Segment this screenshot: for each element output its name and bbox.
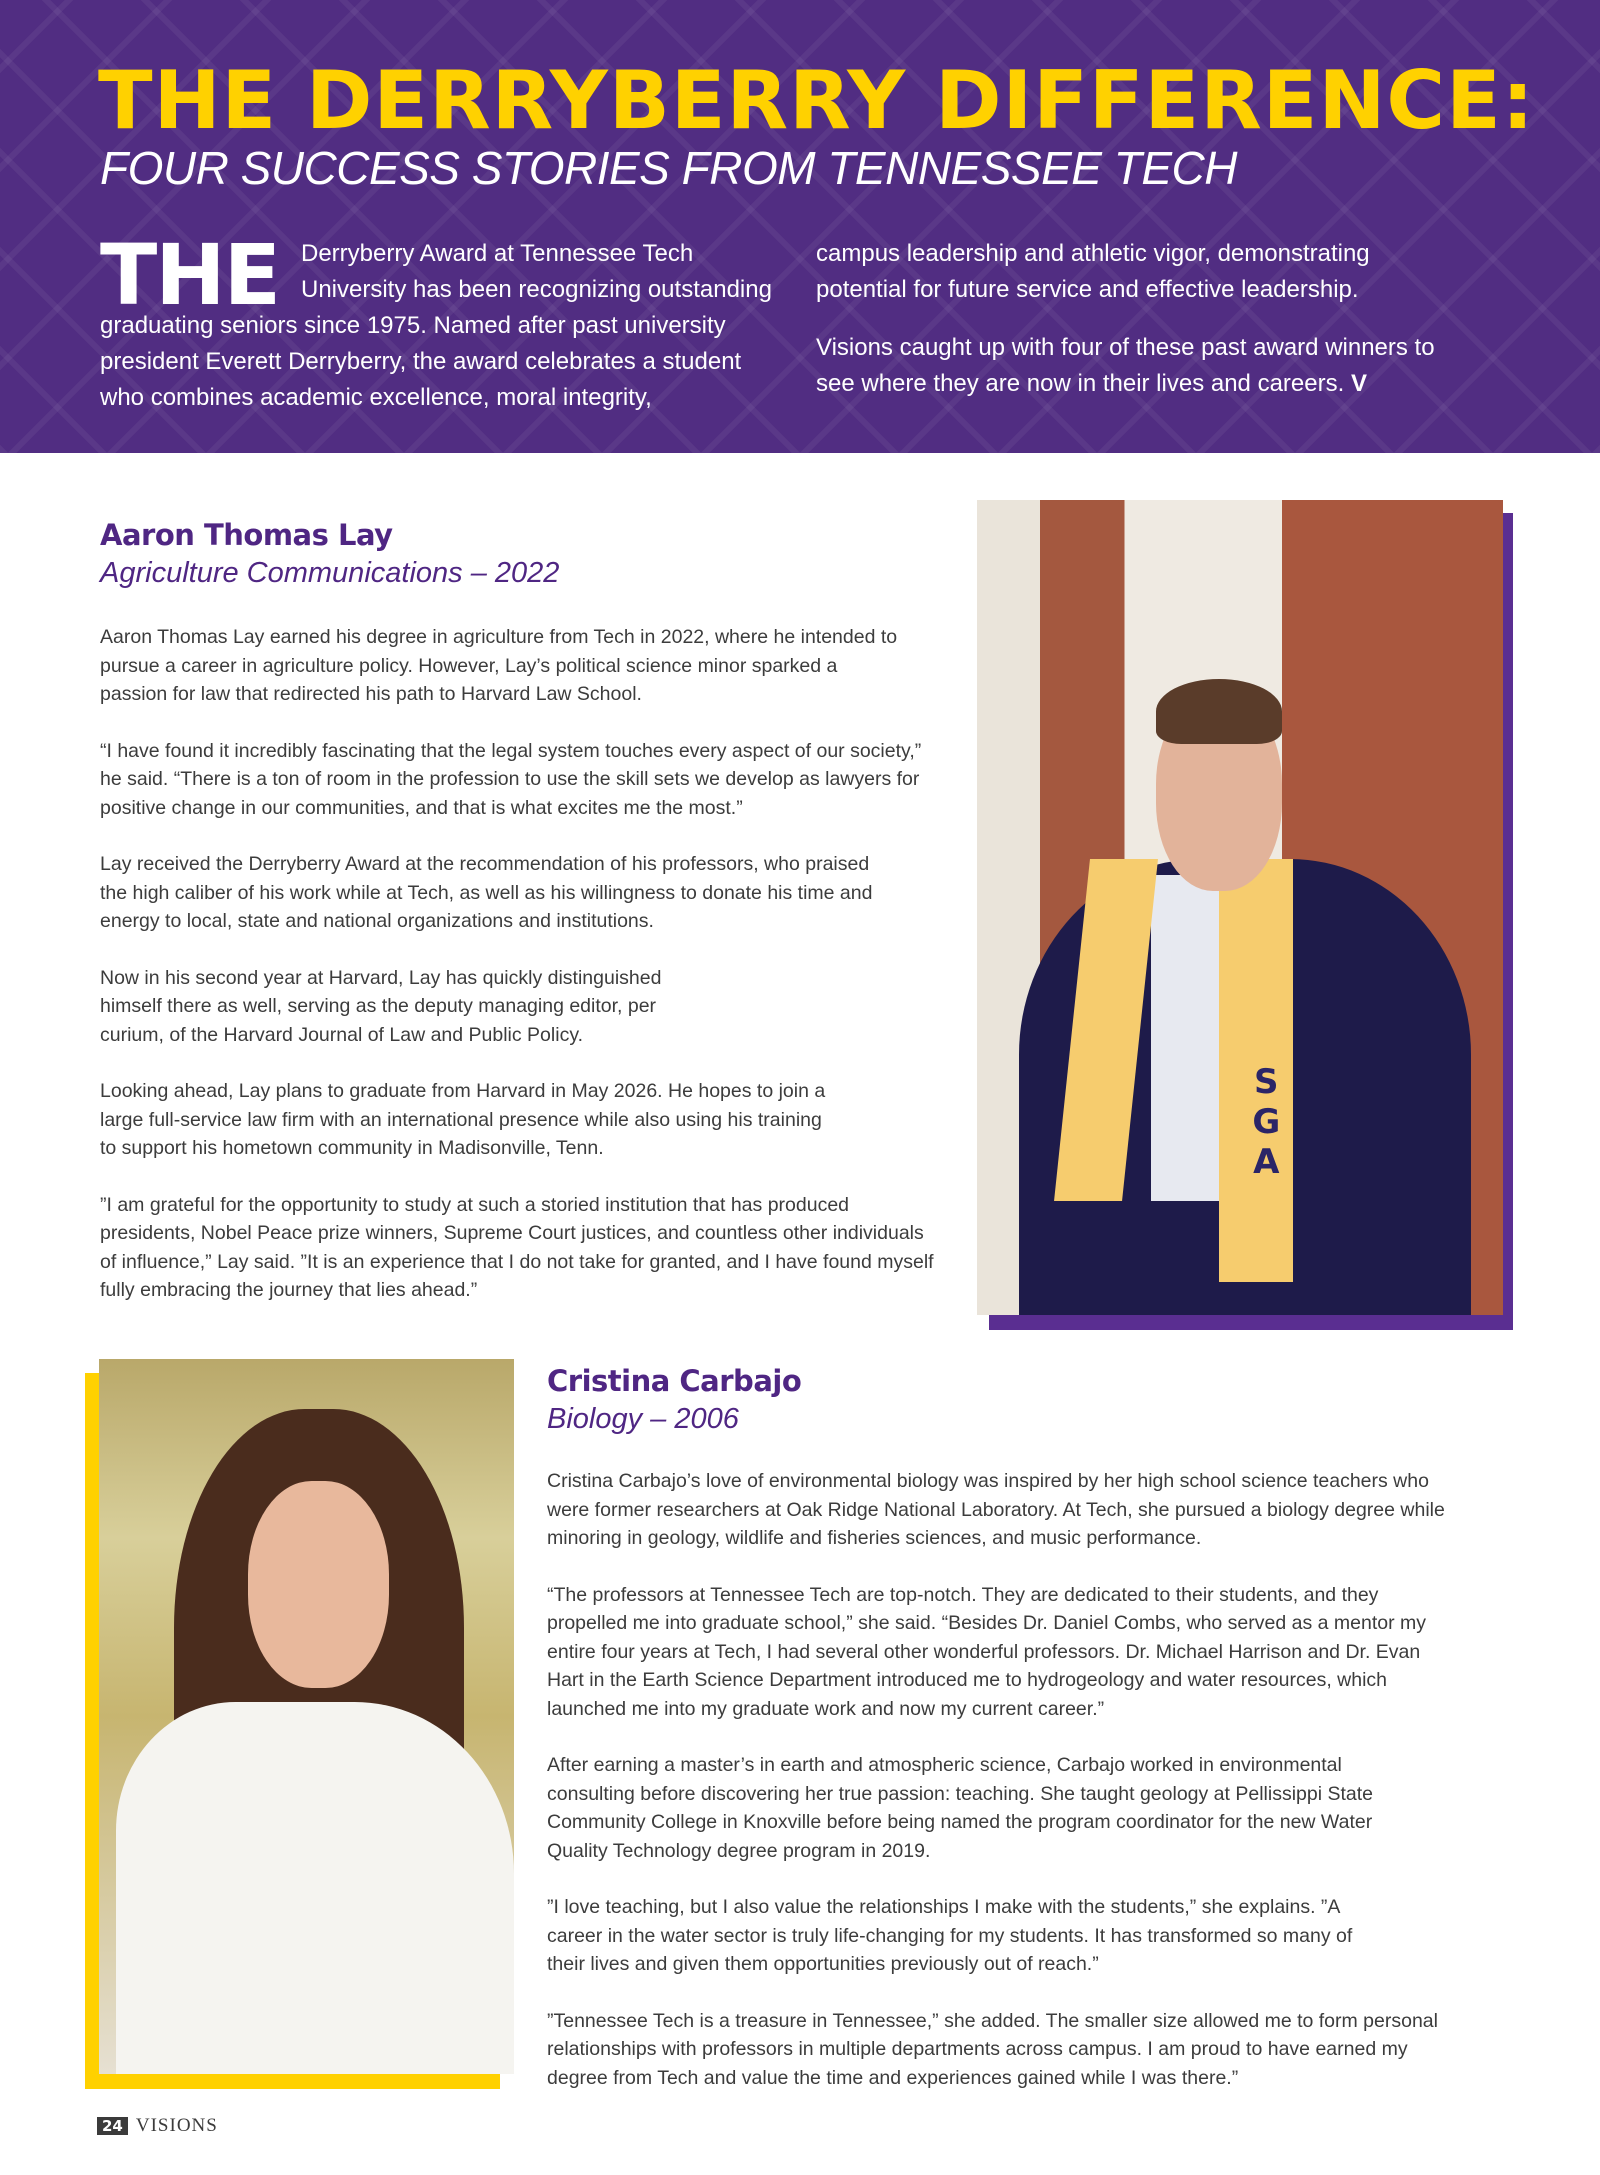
story-heading — [100, 516, 559, 592]
end-mark-icon: V — [1350, 370, 1367, 397]
story-major-year: Biology – 2006 — [547, 1403, 739, 1435]
story-paragraph: ”Tennessee Tech is a treasure in Tennessee,” she added. The smaller size allowed me to form personal relationships with professors in multiple departments across campus. I am proud to have earned my degree from Tech and value the time and experiences gained while I was there.” — [547, 2009, 1438, 2089]
story-heading — [547, 1362, 801, 1438]
page-number: 24 — [97, 2117, 128, 2135]
intro-paragraph — [816, 330, 1456, 402]
page-footer — [97, 2115, 218, 2137]
intro-text: Derryberry Award at Tennessee Tech University has been recognizing outstanding graduating seniors since 1975. Named after past university president Everett Derryberry, the award celebrates a student who combines academic excellence, moral integrity, — [100, 240, 772, 411]
intro-right-column — [816, 236, 1456, 424]
header-banner — [0, 0, 1600, 453]
publication-name: VISIONS — [135, 2115, 218, 2136]
story-paragraph: ”I am grateful for the opportunity to study at such a storied institution that has produced presidents, Nobel Peace prize winners, Supreme Court justices, and countless other individuals of influence,” Lay said. ”It is an experience that I do not take for granted, and I have found myself fully embracing the journey that lies ahead.” — [100, 1193, 934, 1301]
photo-cristina-carbajo — [99, 1359, 514, 2074]
story-paragraph: Looking ahead, Lay plans to graduate from Harvard in May 2026. He hopes to join a large full-service law firm with an international presence while also using his training to support his hometown community in Madisonville, Tenn. — [100, 1080, 826, 1159]
story-paragraph: ”I love teaching, but I also value the relationships I make with the students,” she explains. ”A career in the water sector is truly life-changing for my students. It has transformed so many of their lives and given them opportunities previously out of reach.” — [547, 1896, 1353, 1975]
story-paragraph: Now in his second year at Harvard, Lay has quickly distinguished himself there as well, serving as the deputy managing editor, per curium, of the Harvard Journal of Law and Public Policy. — [100, 966, 662, 1046]
story-major-year: Agriculture Communications – 2022 — [100, 557, 560, 589]
story-paragraph: After earning a master’s in earth and atmospheric science, Carbajo worked in environmental consulting before discovering her true passion: teaching. She taught geology at Pellissippi State Community College in Knoxville before being named the program coordinator for the new Water Quality Technology degree program in 2019. — [547, 1754, 1374, 1862]
story-paragraph: “The professors at Tennessee Tech are top-notch. They are dedicated to their students, and they propelled me into graduate school,” she said. “Besides Dr. Daniel Combs, who served as a mentor my entire four years at Tech, I had several other wonderful professors. Dr. Michael Harrison and Dr. Evan Hart in the Earth Science Department introduced me to hydrogeology and water resources, which launched me into my graduate work and now my current career.” — [547, 1583, 1427, 1720]
intro-paragraph: campus leadership and athletic vigor, demonstrating potential for future service and effective leadership. — [816, 240, 1370, 303]
stole-text: SGA — [1252, 1062, 1281, 1183]
story-paragraph: Lay received the Derryberry Award at the recommendation of his professors, who praised the high caliber of his work while at Tech, as well as his willingness to donate his time and energy to local, state and national organizations and institutions. — [100, 853, 873, 932]
intro-left-column — [100, 226, 780, 416]
drop-cap: THE — [100, 226, 279, 324]
story-paragraph: “I have found it incredibly fascinating that the legal system touches every aspect of our society,” he said. “There is a ton of room in the profession to use the skill sets we develop as lawyers for positive change in our communities, and that is what excites me the most.” — [100, 739, 922, 819]
page-subtitle: FOUR SUCCESS STORIES FROM TENNESSEE TECH — [100, 142, 1237, 194]
photo-aaron-thomas-lay — [977, 500, 1503, 1315]
story-body — [547, 1467, 1467, 2120]
story-name: Aaron Thomas Lay — [100, 518, 393, 552]
intro-text: Visions caught up with four of these past award winners to see where they are now in their lives and careers. — [816, 334, 1435, 397]
page-title: THE DERRYBERRY DIFFERENCE: — [98, 54, 1535, 147]
story-paragraph: Aaron Thomas Lay earned his degree in agriculture from Tech in 2022, where he intended to pursue a career in agriculture policy. However, Lay’s political science minor sparked a passion for law that redirected his path to Harvard Law School. — [100, 626, 898, 705]
story-body — [100, 623, 940, 1333]
story-name: Cristina Carbajo — [547, 1364, 802, 1398]
story-paragraph: Cristina Carbajo’s love of environmental biology was inspired by her high school science teachers who were former researchers at Oak Ridge National Laboratory. At Tech, she pursued a biology degree while minoring in geology, wildlife and fisheries sciences, and music performance. — [547, 1470, 1445, 1549]
photo-frame-accent — [85, 2073, 500, 2089]
